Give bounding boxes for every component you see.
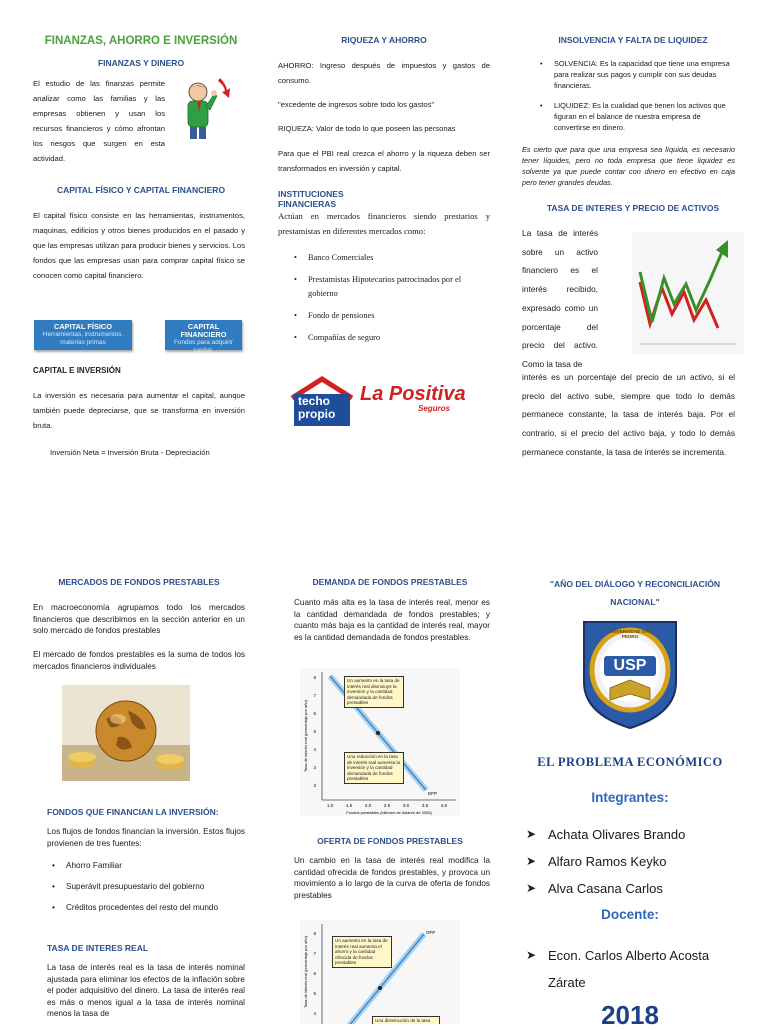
thinking-man-illustration [172, 72, 244, 144]
tasa-activos-heading: TASA DE INTERES Y PRECIO DE ACTIVOS [546, 203, 720, 213]
y-tick: 6 [313, 711, 316, 716]
capital-fisico-box [34, 320, 132, 350]
demand-curve-label: DFP [428, 791, 437, 796]
x-tick: 2.5 [383, 803, 391, 808]
riqueza-definition: RIQUEZA: Valor de todo lo que poseen las personas [278, 124, 456, 133]
mercados-p2: El mercado de fondos prestables es la suma de todos los mercados financieros individuales [33, 650, 245, 671]
y-tick: 5 [313, 991, 316, 996]
inversion-heading: CAPITAL E INVERSIÓN [33, 366, 121, 375]
techo-propio-line1: techo [298, 394, 331, 408]
oferta-heading: OFERTA DE FONDOS PRESTABLES [317, 836, 463, 846]
equilibrium-point [376, 731, 380, 735]
y-tick: 8 [313, 931, 316, 936]
fondos-text: Los flujos de fondos financian la inversión. Estos flujos provienen de tres fuentes: [47, 827, 245, 848]
la-positiva-logo [360, 383, 468, 423]
docente-label: Docente: [601, 907, 659, 922]
stock-chart-illustration [632, 232, 744, 354]
docente-item: ➤ Econ. Carlos Alberto Acosta Zárate [522, 942, 722, 996]
globe-icon [62, 685, 190, 781]
y-tick: 8 [313, 675, 316, 680]
integrante-item: ➤ Alva Casana Carlos [522, 879, 738, 898]
instituciones-text: Actúan en mercados financieros siendo prestarios y prestamistas en diferentes mercados como: [278, 211, 490, 236]
capital-fisico-box-title: CAPITAL FÍSICO [53, 322, 113, 331]
demand-note-bottom: Una reducción en la tasa de interés real aumenta la inversión y la cantidad demandada de fondos prestables [344, 752, 404, 784]
supply-note-top: Un aumento en la tasa de interés real aumenta el ahorro y la cantidad ofrecida de fondos prestables [332, 936, 392, 968]
list-item: • Créditos procedentes del resto del mundo [50, 902, 250, 913]
cover-title: EL PROBLEMA ECONÓMICO [537, 755, 723, 769]
tasa-real-heading: TASA DE INTERES REAL [47, 943, 149, 953]
tasa-activos-text-long: interés es un porcentaje del precio de un activo, si el precio del activo sube, siempre que todo lo demás permanece constante, la tasa de interés baja. Por el contrario, si el precio del activo baja, y todo lo demás permanece constante, la tasa de interés se incrementa. [522, 372, 735, 457]
capital-financiero-box-sub: Fondos para adquirir capital. [174, 339, 233, 354]
supply-note-bottom: Una disminución de la tasa [372, 1016, 440, 1024]
tasa-real-text: La tasa de interés real es la tasa de interés nominal ajustada para eliminar los efectos de la inflación sobre el poder adquisitivo del dinero. La tasa de interés real es más o menos igual a la tasa de interés nominal menos la tasa de [47, 963, 245, 1018]
integrante-item: ➤ Achata Olivares Brando [522, 825, 738, 844]
y-tick: 5 [313, 729, 316, 734]
mercados-heading: MERCADOS DE FONDOS PRESTABLES [58, 577, 220, 587]
y-axis-label: Tasa de interés real (porcentaje por año) [303, 935, 308, 1009]
inversion-formula: Inversión Neta = Inversión Bruta - Depreciación [50, 448, 210, 457]
fondos-list [50, 860, 250, 923]
x-tick: 3.5 [421, 803, 429, 808]
ahorro-quote: "excedente de ingresos sobre todo los gastos" [278, 100, 435, 109]
y-tick: 7 [313, 951, 316, 956]
capital-text: El capital físico consiste en las herramientas, instrumentos, maquinas, edificios y otros bienes producidos en el pasado y que las empresas utilizan para producir bienes y servicios. Los fondos que las empresas usan para comprar capital físico se conocen como capital financiero. [33, 211, 245, 280]
x-tick: 4.0 [440, 803, 448, 808]
x-tick: 3.0 [402, 803, 410, 808]
integrantes-list [522, 825, 738, 906]
y-tick: 6 [313, 971, 316, 976]
list-item: • LIQUIDEZ: Es la cualidad que tienen los activos que figuran en el balance de nuestra empresa de convertirse en dinero. [538, 100, 738, 133]
y-tick: 4 [313, 1011, 316, 1016]
finanzas-dinero-text: El estudio de las finanzas permite analizar como las familias y las empresas obtienen y usan los recursos financieros y cómo afrontan los riesgos que surgen en esta actividad. [33, 79, 165, 163]
techo-propio-logo [290, 376, 354, 426]
demand-note-top: Un aumento en la tasa de interés real disminuye la inversión y la cantidad demandada de fondos prestables [344, 676, 404, 708]
list-item: • Compañías de seguro [292, 331, 490, 345]
insolvencia-note: Es cierto que para que una empresa sea líquida, es necesario tener líquides, pero no toda empresa que tiene liquidez es solvente ya que puede contar con dinero en efectivo en caja pero tener grandes deudas. [522, 145, 735, 187]
la-positiva-name: La Positiva [360, 383, 466, 405]
list-item: • Superávit presupuestario del gobierno [50, 881, 250, 892]
instituciones-list [292, 251, 490, 353]
demanda-heading: DEMANDA DE FONDOS PRESTABLES [312, 577, 468, 587]
capital-financiero-box [165, 320, 242, 354]
equilibrium-point [378, 986, 382, 990]
list-item: • Fondo de pensiones [292, 309, 490, 323]
y-tick: 4 [313, 747, 316, 752]
ahorro-definition: AHORRO: Ingreso después de impuestos y gastos de consumo. [278, 61, 490, 85]
finanzas-dinero-heading: FINANZAS Y DINERO [97, 58, 185, 68]
list-item: • Prestamistas Hipotecarios patrocinados por el gobierno [292, 273, 490, 301]
capital-fisico-box-sub: Herramientas, instrumentos, materias primas [42, 331, 124, 346]
usp-crest [580, 618, 680, 730]
x-tick: 1.5 [345, 803, 353, 808]
y-tick: 2 [313, 783, 316, 788]
techo-propio-line2: propio [298, 407, 336, 421]
crest-top-text: UNIVERSIDAD SAN PEDRO [608, 629, 652, 639]
y-tick: 7 [313, 693, 316, 698]
x-tick: 1.0 [326, 803, 334, 808]
x-ticks [327, 803, 448, 808]
capital-financiero-box-title: CAPITAL FINANCIERO [180, 322, 227, 339]
supply-chart [300, 920, 460, 1024]
x-axis-label: Fondos prestables (billones de dólares de 2005) [346, 810, 432, 815]
x-tick: 2.0 [364, 803, 372, 808]
pbi-text: Para que el PBI real crezca el ahorro y la riqueza deben ser transformados en inversión y capital. [278, 149, 490, 173]
insolvencia-list [538, 58, 738, 142]
y-axis-label: Tasa de interés real (porcentaje por año) [303, 699, 308, 773]
supply-curve-label: OFP [426, 930, 436, 935]
y-ticks [313, 931, 316, 1016]
tasa-activos-text-short: La tasa de interés sobre un activo financiero es el interés recibido, expresado como un porcentaje del precio del activo. Como la tasa de [522, 228, 598, 369]
cover-year: 2018 [601, 1000, 659, 1030]
globe-money-image [62, 685, 190, 781]
demand-chart [300, 668, 460, 816]
la-positiva-sub: Seguros [418, 404, 451, 413]
crest-letters: USP [604, 656, 656, 676]
oferta-text: Un cambio en la tasa de interés real modifica la cantidad ofrecida de fondos prestables, y provoca un movimiento a lo largo de la curva de oferta de fondos prestables [294, 856, 490, 900]
capital-heading: CAPITAL FÍSICO Y CAPITAL FINANCIERO [56, 185, 226, 195]
insolvencia-heading: INSOLVENCIA Y FALTA DE LIQUIDEZ [558, 35, 708, 45]
integrante-item: ➤ Alfaro Ramos Keyko [522, 852, 738, 871]
demanda-text: Cuanto más alta es la tasa de interés real, menor es la cantidad demandada de fondos prestables; y cuanto más baja es la cantidad de interés real, mayor es la cantidad demandada de fondos prestables. [294, 598, 490, 642]
instituciones-heading: INSTITUCIONES FINANCIERAS [278, 189, 344, 209]
y-tick: 3 [313, 765, 316, 770]
list-item: • Ahorro Familiar [50, 860, 250, 871]
motto: "AÑO DEL DIÁLOGO Y RECONCILIACIÓN NACIONAL" [549, 579, 721, 607]
riqueza-heading: RIQUEZA Y AHORRO [341, 35, 427, 45]
mercados-p1: En macroeconomía agrupamos todo los mercados financieros que describimos en la sección anterior en un solo mercado de fondos prestables [33, 603, 245, 635]
list-item: • Banco Comerciales [292, 251, 490, 265]
brochure-title: FINANZAS, AHORRO E INVERSIÓN [44, 35, 238, 47]
y-ticks [313, 675, 316, 788]
docente-list [522, 942, 722, 1004]
inversion-text: La inversión es necesaria para aumentar el capital, aunque también puede depreciarse, que se transforma en inversión bruta. [33, 391, 245, 430]
list-item: • SOLVENCIA: Es la capacidad que tiene una empresa para realizar sus pagos y cumplir con sus deudas financieras. [538, 58, 738, 91]
integrantes-label: Integrantes: [591, 790, 669, 805]
fondos-heading: FONDOS QUE FINANCIAN LA INVERSIÓN: [47, 807, 219, 817]
